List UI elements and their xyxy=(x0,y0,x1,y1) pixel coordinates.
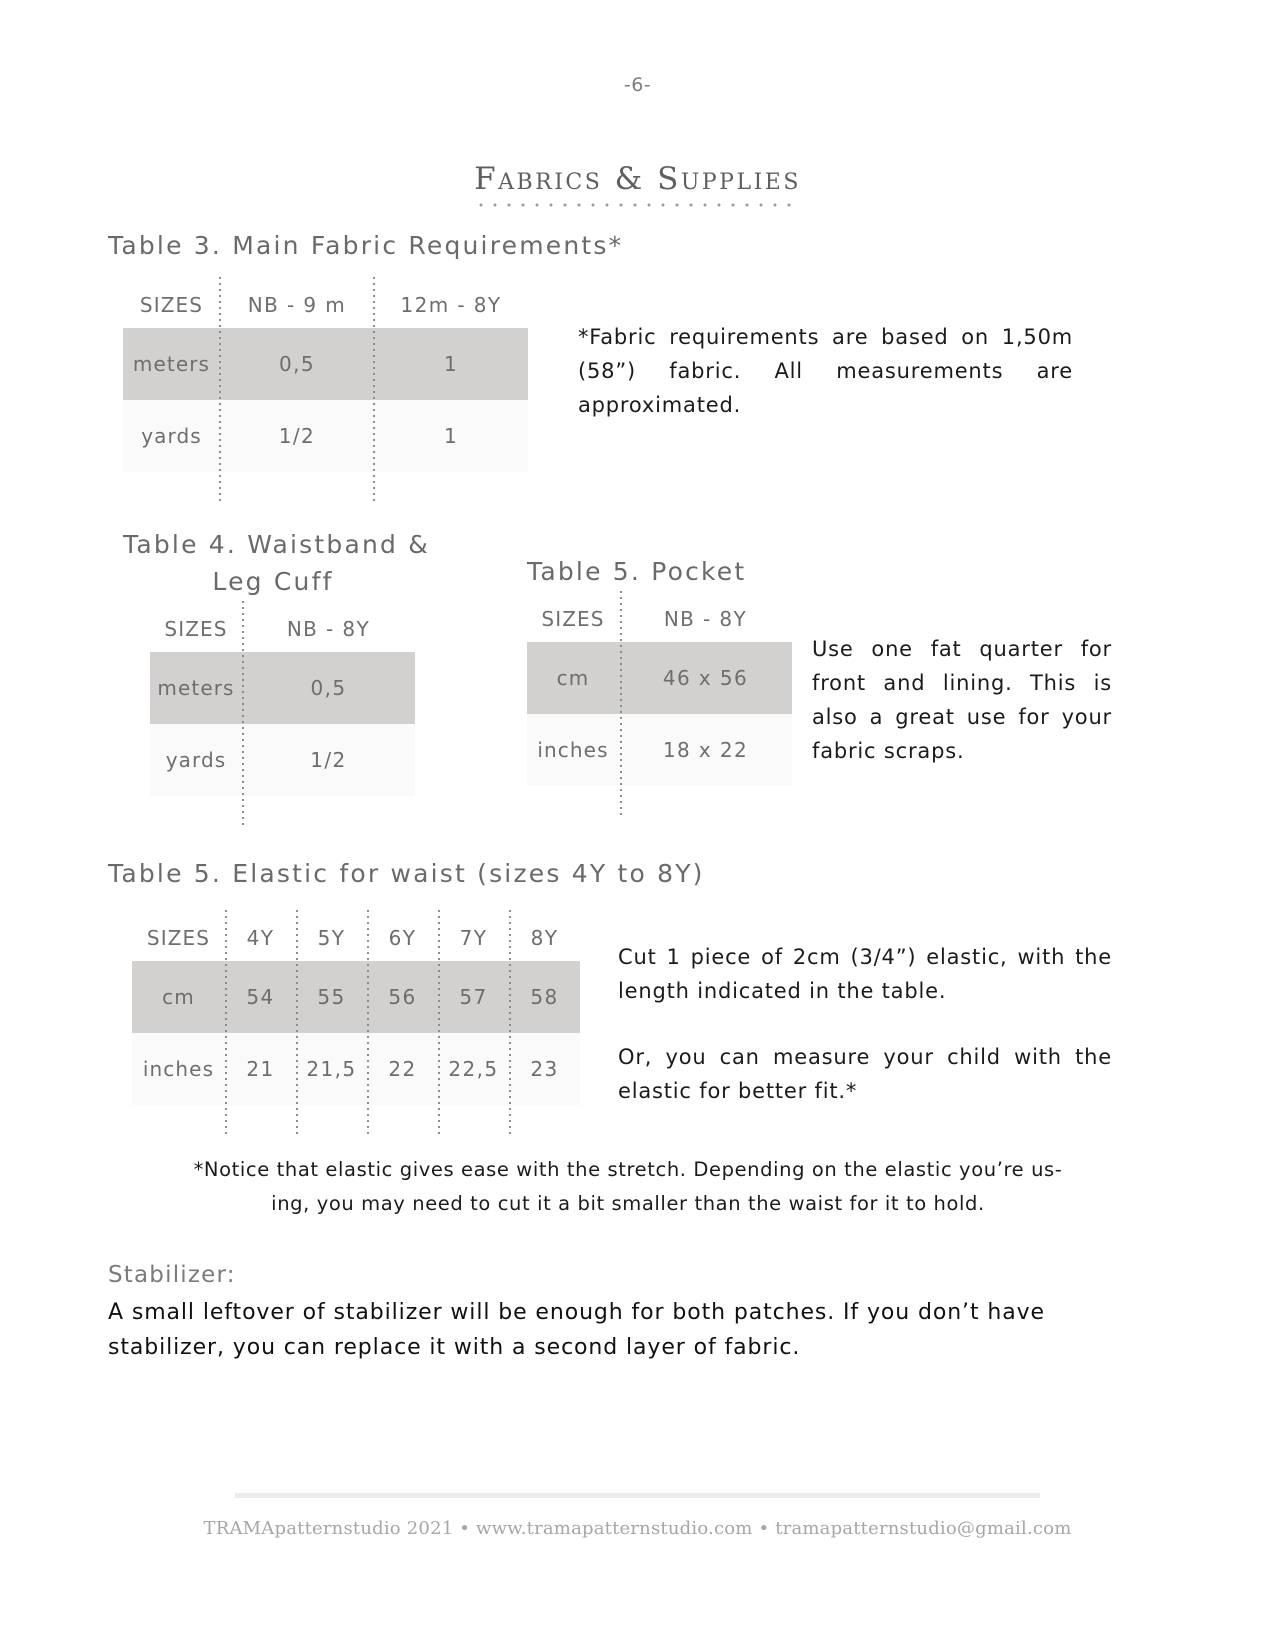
table-row xyxy=(150,724,415,796)
table4-col-0: SIZES xyxy=(164,617,228,641)
table5-pocket-separator-1 xyxy=(620,591,622,815)
table3-row1-cell0: 1/2 xyxy=(220,400,374,472)
stabilizer-body: A small leftover of stabilizer will be enough for both patches. If you don’t have stabilizer, you can replace it with a second layer of fabric. xyxy=(108,1300,1045,1360)
table3-row1-label: yards xyxy=(123,400,220,472)
table5-elastic-separator-1 xyxy=(225,910,227,1138)
table5-pocket-note: Use one fat quarter for front and lining. This is also a great use for your fabric scraps. xyxy=(812,637,1112,764)
table5e-row0-cell3: 57 xyxy=(438,961,509,1033)
table3-separator-2 xyxy=(373,277,375,502)
table4-separator-1 xyxy=(242,601,244,825)
footer-divider xyxy=(235,1493,1040,1498)
table5e-row0-cell1: 55 xyxy=(296,961,367,1033)
table5p-row1-label: inches xyxy=(527,714,619,786)
table3-col-1: NB - 9 m xyxy=(247,293,347,317)
table4-row0-label: meters xyxy=(150,652,242,724)
table5-elastic-separator-3 xyxy=(367,910,369,1138)
table3 xyxy=(123,282,528,472)
heading-dotted-underline xyxy=(474,203,801,207)
table4-title-line2: Leg Cuff xyxy=(212,567,334,596)
table5-elastic-note-1: Cut 1 piece of 2cm (3/4”) elastic, with the length indicated in the table. xyxy=(618,945,1112,1004)
table-row xyxy=(150,652,415,724)
table4-title-line1: Table 4. Waistband & xyxy=(123,530,430,559)
table5-elastic-title: Table 5. Elastic for waist (sizes 4Y to 8Y) xyxy=(108,859,705,888)
table3-row0-cell1: 1 xyxy=(374,328,528,400)
table5p-col-1: NB - 8Y xyxy=(663,607,748,631)
table5-elastic-separator-5 xyxy=(509,910,511,1138)
table4 xyxy=(150,606,415,796)
page-title-text: Fabrics & Supplies xyxy=(474,161,801,197)
table5-pocket xyxy=(527,596,792,786)
table4-col-1: NB - 8Y xyxy=(286,617,371,641)
table5e-row1-cell4: 23 xyxy=(509,1033,580,1105)
table3-col-2: 12m - 8Y xyxy=(400,293,502,317)
table5-elastic-note-2: Or, you can measure your child with the elastic for better fit.* xyxy=(618,1045,1112,1104)
table3-row1-cell1: 1 xyxy=(374,400,528,472)
table3-row0-label: meters xyxy=(123,328,220,400)
table5-elastic-separator-4 xyxy=(438,910,440,1138)
table5e-row0-label: cm xyxy=(132,961,225,1033)
table5e-row0-cell2: 56 xyxy=(367,961,438,1033)
table-row xyxy=(132,1033,580,1105)
table5p-row0-label: cm xyxy=(527,642,619,714)
table-row xyxy=(123,400,528,472)
table5e-col-2: 5Y xyxy=(317,926,346,950)
footer-credit: TRAMApatternstudio 2021 • www.tramapatternstudio.com • tramapatternstudio@gmail.com xyxy=(203,1518,1072,1539)
table5p-row1-cell0: 18 x 22 xyxy=(619,714,792,786)
table-row xyxy=(132,915,580,961)
elastic-notice-line-1: *Notice that elastic gives ease with the stretch. Depending on the elastic you’re us- xyxy=(193,1158,1063,1181)
table4-row0-cell0: 0,5 xyxy=(242,652,415,724)
table5e-row1-cell0: 21 xyxy=(225,1033,296,1105)
table3-col-0: SIZES xyxy=(139,293,204,317)
section-heading-container xyxy=(0,163,1275,207)
table-row xyxy=(132,961,580,1033)
table5e-row0-cell4: 58 xyxy=(509,961,580,1033)
table5e-row1-label: inches xyxy=(132,1033,225,1105)
table5e-col-4: 7Y xyxy=(459,926,488,950)
table-row xyxy=(527,642,792,714)
table4-row1-cell0: 1/2 xyxy=(242,724,415,796)
table-row xyxy=(123,328,528,400)
table-row xyxy=(123,282,528,328)
table5-elastic-separator-2 xyxy=(296,910,298,1138)
page-number: -6- xyxy=(623,74,652,96)
stabilizer-label: Stabilizer: xyxy=(108,1262,236,1288)
table5e-col-0: SIZES xyxy=(146,926,211,950)
table5p-row0-cell0: 46 x 56 xyxy=(619,642,792,714)
table5e-row0-cell0: 54 xyxy=(225,961,296,1033)
table3-note: *Fabric requirements are based on 1,50m (58”) fabric. All measurements are approximated. xyxy=(578,325,1073,418)
page-title xyxy=(472,163,803,207)
table4-row1-label: yards xyxy=(150,724,242,796)
table5e-col-5: 8Y xyxy=(530,926,559,950)
table3-row0-cell0: 0,5 xyxy=(220,328,374,400)
elastic-notice xyxy=(148,1153,1108,1220)
table5-elastic xyxy=(132,915,580,1105)
table5e-col-3: 6Y xyxy=(388,926,417,950)
table5e-row1-cell2: 22 xyxy=(367,1033,438,1105)
table3-title: Table 3. Main Fabric Requirements* xyxy=(108,231,624,260)
table-row xyxy=(150,606,415,652)
table-row xyxy=(527,596,792,642)
table5e-row1-cell1: 21,5 xyxy=(296,1033,367,1105)
table3-separator-1 xyxy=(219,277,221,502)
table5e-col-1: 4Y xyxy=(246,926,275,950)
table5p-col-0: SIZES xyxy=(541,607,605,631)
table5e-row1-cell3: 22,5 xyxy=(438,1033,509,1105)
table5-pocket-title: Table 5. Pocket xyxy=(527,557,747,586)
elastic-notice-line-2: ing, you may need to cut it a bit smaller than the waist for it to hold. xyxy=(271,1191,985,1215)
table-row xyxy=(527,714,792,786)
